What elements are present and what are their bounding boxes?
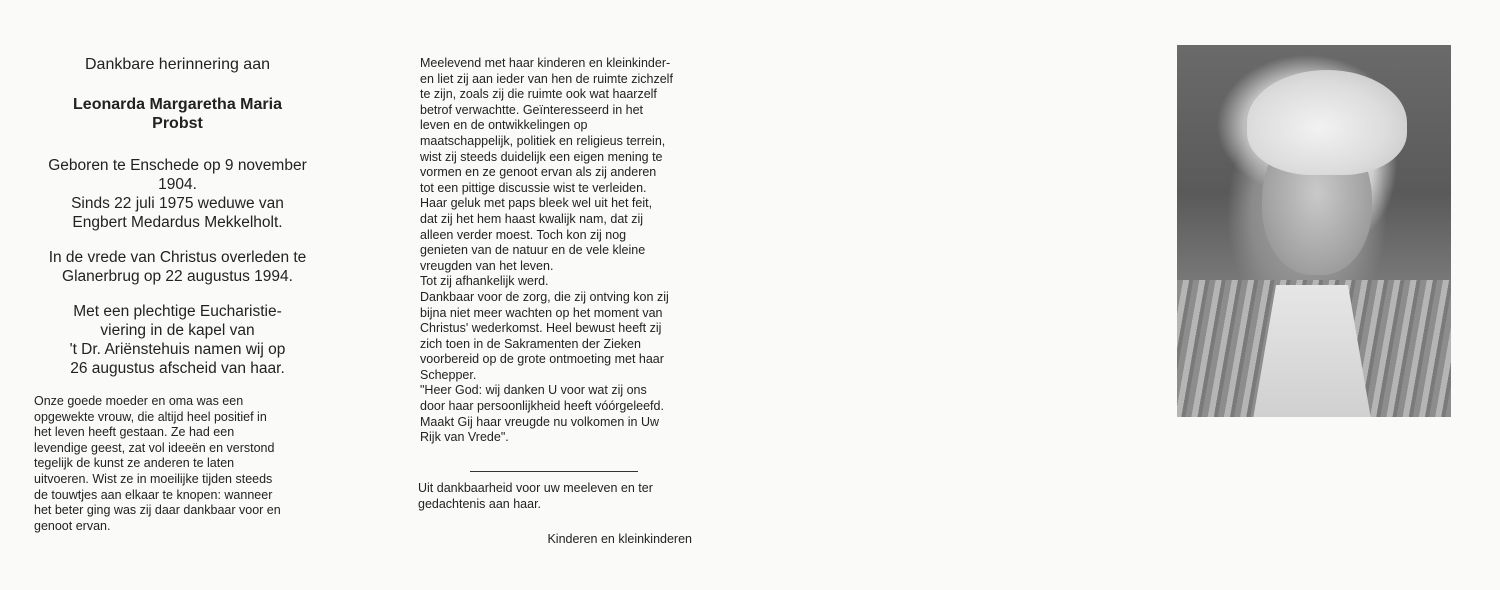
text-line: Glanerbrug op 22 augustus 1994. (62, 268, 293, 285)
text-line: Christus' wederkomst. Heel bewust heeft zij (420, 321, 662, 336)
text-line: zich toen in de Sakramenten der Zieken (420, 336, 641, 351)
left-panel (0, 0, 360, 590)
text-line: opgewekte vrouw, die altijd heel positief in (34, 409, 267, 424)
text-line: levendige geest, zat vol ideeën en verstond (34, 440, 275, 455)
text-line: alleen verder moest. Toch kon zij nog (420, 227, 627, 242)
text-line: 't Dr. Ariënstehuis namen wij op (69, 341, 286, 358)
text-line: de touwtjes aan elkaar te knopen: wanneer (34, 487, 273, 502)
death-info (40, 248, 315, 286)
text-line: door haar persoonlijkheid heeft vóórgeleefd. (420, 399, 664, 414)
text-line: Sinds 22 juli 1975 weduwe van (71, 195, 284, 212)
name-line: Probst (152, 115, 203, 132)
portrait-photo (1177, 45, 1451, 417)
text-line: en liet zij aan ieder van hen de ruimte zichzelf (420, 71, 673, 86)
text-line: voorbereid op de grote ontmoeting met haar (420, 352, 664, 367)
photo-hair (1247, 70, 1407, 175)
text-line: Uit dankbaarheid voor uw meeleven en ter (418, 481, 653, 495)
text-line: tegelijk de kunst ze anderen te laten (34, 456, 235, 471)
text-line: tot een pittige discussie wist te verleiden. (420, 180, 647, 195)
text-line: 1904. (158, 176, 197, 193)
text-line: Meelevend met haar kinderen en kleinkinder- (420, 56, 671, 70)
memory-text (420, 56, 720, 446)
text-line: Maakt Gij haar vreugde nu volkomen in Uw (420, 414, 660, 429)
text-line: het beter ging was zij daar dankbaar voor en (34, 503, 281, 518)
right-panel (1125, 0, 1500, 590)
thanks-text (418, 481, 718, 512)
text-line: "Heer God: wij danken U voor wat zij ons (420, 383, 647, 398)
divider-line (470, 471, 638, 472)
text-line: leven en de ontwikkelingen op (420, 118, 588, 133)
text-line: In de vrede van Christus overleden te (48, 249, 307, 266)
text-line: te zijn, zoals zij die ruimte ook wat haarzelf (420, 87, 657, 102)
deceased-name (40, 95, 315, 133)
birth-info (40, 156, 315, 232)
text-line: genoot ervan. (34, 518, 111, 533)
text-line: betrof verwachtte. Geïnteresseerd in het (420, 102, 644, 117)
text-line: Haar geluk met paps bleek wel uit het feit, (420, 196, 653, 211)
text-line: vreugden van het leven. (420, 258, 554, 273)
text-line: Geboren te Enschede op 9 november (48, 157, 307, 174)
text-line: bijna niet meer wachten op het moment van (420, 305, 663, 320)
text-line: genieten van de natuur en de vele kleine (420, 243, 646, 258)
text-line: uitvoeren. Wist ze in moeilijke tijden steeds (34, 471, 273, 486)
text-line: Schepper. (420, 367, 477, 382)
intro-text: Dankbare herinnering aan (84, 56, 270, 73)
text-line: wist zij steeds duidelijk een eigen mening te (420, 149, 663, 164)
signature: Kinderen en kleinkinderen (547, 532, 692, 546)
text-line: Engbert Medardus Mekkelholt. (72, 214, 283, 231)
text-line: Met een plechtige Eucharistie- (73, 303, 282, 320)
text-line: 26 augustus afscheid van haar. (70, 360, 285, 377)
text-line: het leven heeft gestaan. Ze had een (34, 425, 235, 440)
text-line: gedachtenis aan haar. (418, 496, 542, 511)
text-line: Onze goede moeder en oma was een (34, 394, 244, 408)
text-line: Rijk van Vrede". (420, 430, 509, 445)
middle-panel (360, 0, 760, 590)
name-line: Leonarda Margaretha Maria (73, 96, 282, 113)
text-line: viering in de kapel van (100, 322, 255, 339)
life-story (34, 394, 326, 534)
text-line: vormen en ze genoot ervan als zij anderen (420, 165, 657, 180)
funeral-info (40, 302, 315, 378)
text-line: Tot zij afhankelijk werd. (420, 274, 549, 289)
text-line: Dankbaar voor de zorg, die zij ontving kon zij (420, 289, 669, 304)
text-line: maatschappelijk, politiek en religieus terrein, (420, 133, 666, 148)
text-line: dat zij het hem haast kwalijk nam, dat zij (420, 211, 644, 226)
